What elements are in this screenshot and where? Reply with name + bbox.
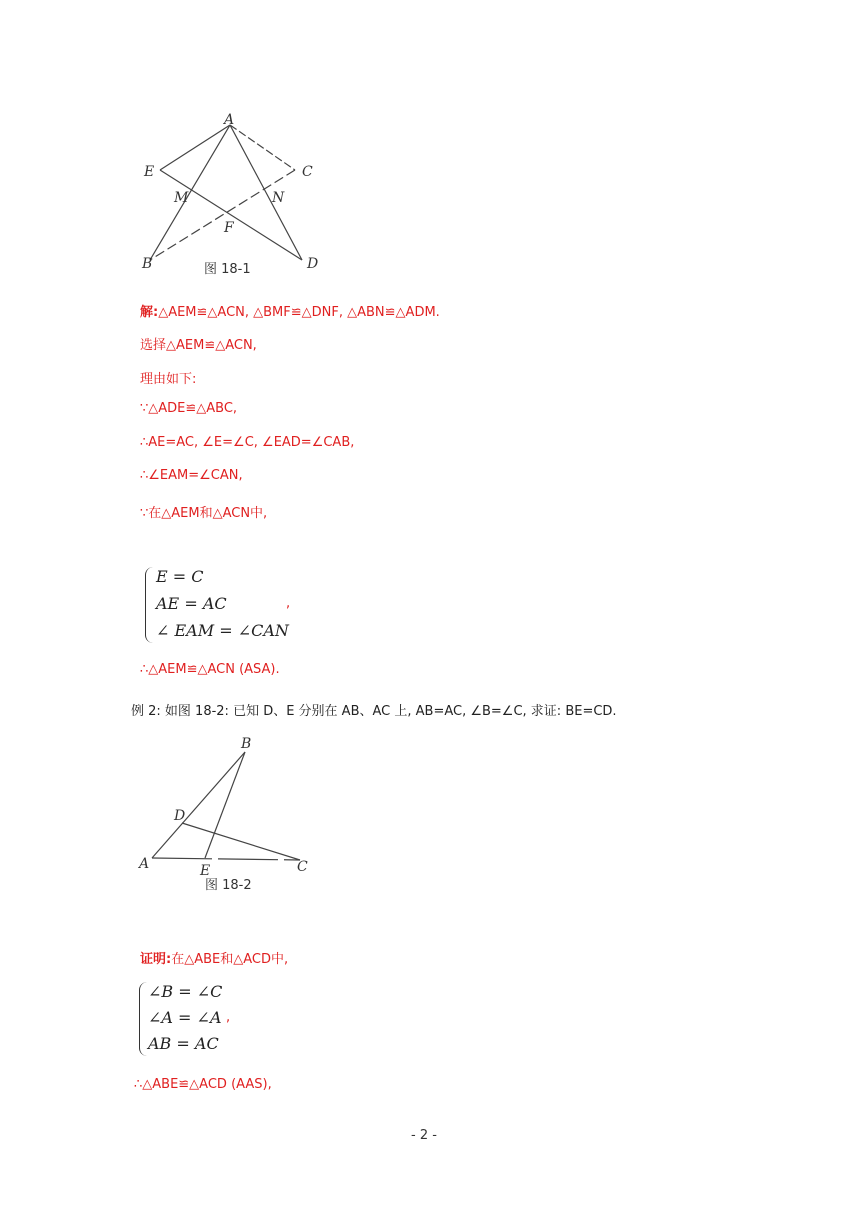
solution-line-7: ∵在△AEM和△ACN中,	[140, 506, 268, 521]
label-A: A	[224, 112, 235, 128]
label-D: D	[307, 256, 319, 272]
figure-caption: 图 18-2	[205, 878, 252, 893]
equation-line: E = C	[156, 567, 204, 586]
solution-line-6: ∴∠EAM=∠CAN,	[140, 468, 243, 483]
label-C: C	[302, 164, 313, 180]
proof-conclusion: ∴△ABE≌△ACD (AAS),	[134, 1077, 272, 1092]
equation-comma: ,	[226, 1010, 231, 1025]
label-D: D	[174, 808, 186, 824]
proof-line-1	[140, 948, 288, 967]
solution-text: △AEM≌△ACN, △BMF≌△DNF, △ABN≌△ADM.	[158, 305, 440, 320]
example-2-statement: 例 2: 如图 18-2: 已知 D、E 分别在 AB、AC 上, AB=AC, ∠B=∠C, 求证: BE=CD.	[131, 704, 617, 719]
proof-label: 证明:	[140, 952, 172, 967]
proof-text: 在△ABE和△ACD中,	[171, 952, 289, 967]
label-C: C	[297, 859, 308, 875]
label-A: A	[139, 856, 150, 872]
equation-brace	[139, 982, 148, 1056]
label-F: F	[224, 220, 234, 236]
solution-line-2: 选择△AEM≌△ACN,	[140, 338, 257, 353]
label-E: E	[200, 863, 211, 879]
figure-caption: 图 18-1	[204, 262, 251, 277]
label-B: B	[142, 256, 153, 272]
equation-brace	[145, 567, 154, 643]
label-B: B	[241, 736, 252, 752]
solution-conclusion: ∴△AEM≌△ACN (ASA).	[140, 662, 280, 677]
equation-line: AE = AC	[156, 594, 227, 613]
solution-label: 解:	[140, 305, 159, 320]
label-M: M	[174, 190, 189, 206]
solution-line-3: 理由如下:	[140, 372, 197, 387]
equation-line: ∠A = ∠A	[148, 1008, 222, 1027]
solution-line-4: ∵△ADE≌△ABC,	[140, 401, 238, 416]
figure-18-1	[130, 110, 330, 280]
equation-comma: ,	[286, 596, 291, 611]
equation-line: ∠ EAM = ∠CAN	[156, 621, 289, 640]
page-number: - 2 -	[411, 1128, 437, 1143]
label-N: N	[272, 190, 285, 206]
label-E: E	[144, 164, 155, 180]
equation-line: AB = AC	[148, 1034, 219, 1053]
solution-line-5: ∴AE=AC, ∠E=∠C, ∠EAD=∠CAB,	[140, 435, 355, 450]
solution-line-1	[140, 301, 440, 320]
figure-18-2	[130, 730, 330, 890]
equation-line: ∠B = ∠C	[148, 982, 223, 1001]
